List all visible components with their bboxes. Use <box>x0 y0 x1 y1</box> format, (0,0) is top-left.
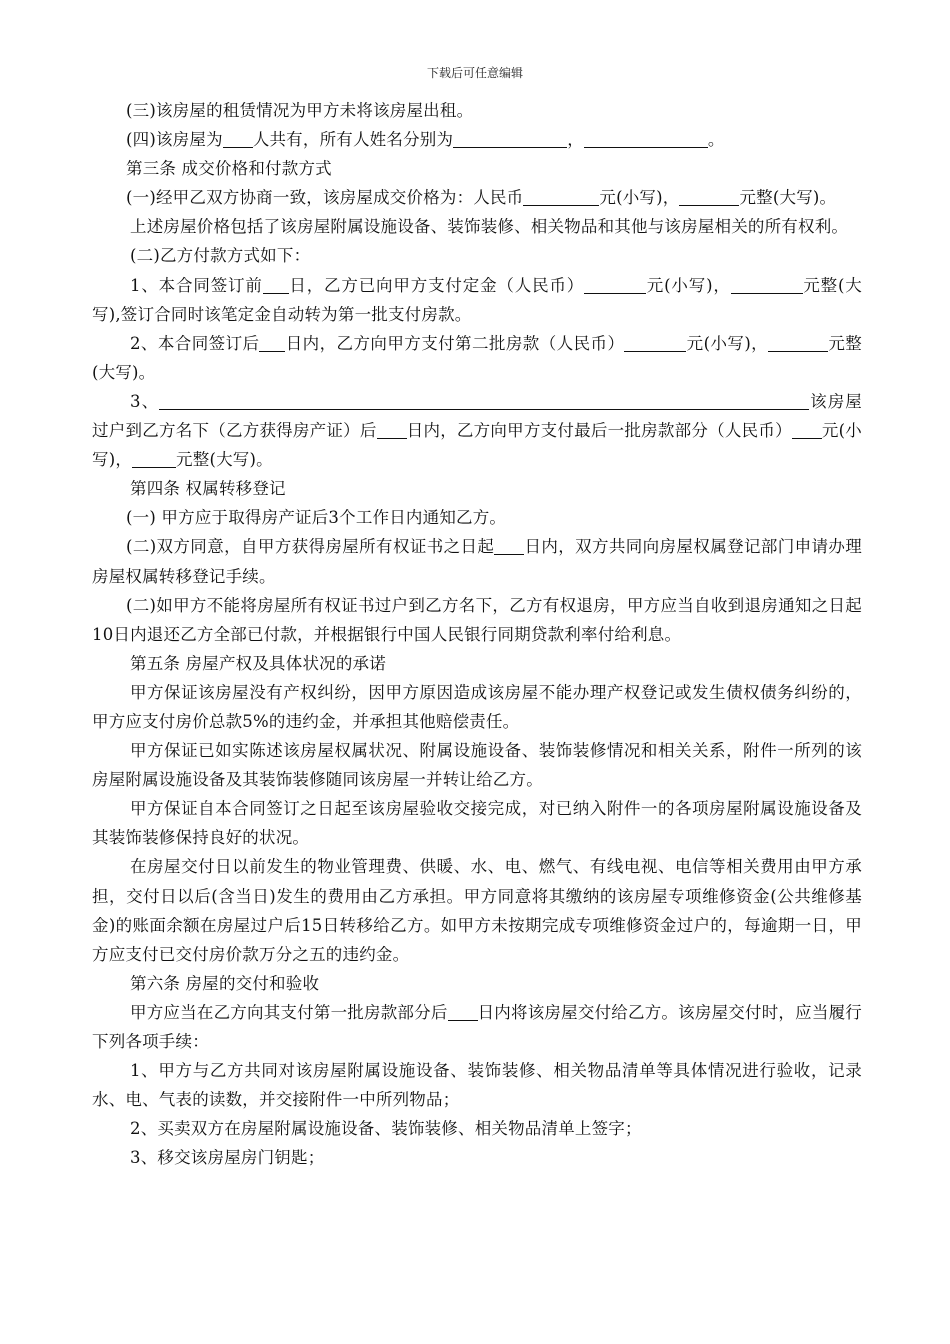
text-segment: 日内，双方共同向房屋权属登记部门申请办理房屋权属转移登记手续。 <box>92 537 862 586</box>
text-segment: 人共有，所有人姓名分别为 <box>252 130 454 150</box>
blank-days-registration <box>494 536 524 555</box>
paragraph-refund: (二)如甲方不能将房屋所有权证书过户到乙方名下，乙方有权退房，甲方应当自收到退房通知之日起10日内退还乙方全部已付款，并根据银行中国人民银行同期贷款利率付给利息。 <box>92 595 862 644</box>
text-segment: 该房屋过户到乙方名下（乙方获得房产证）后 <box>92 391 862 441</box>
blank-second-uppercase <box>768 333 828 352</box>
text-segment: 日，乙方已向甲方支付定金（人民币） <box>288 275 585 295</box>
paragraph-payment-method: (二)乙方付款方式如下： <box>130 246 311 266</box>
blank-days-transfer <box>377 420 407 439</box>
text-segment: 元(小写)， <box>646 275 731 295</box>
page-header: 下载后可任意编辑 <box>426 66 523 80</box>
text-segment: ， <box>567 130 584 150</box>
paragraph-guarantee-3: 甲方保证自本合同签订之日起至该房屋验收交接完成，对已纳入附件一的各项房屋附属设施设备及其装饰装修保持良好的状况。 <box>92 799 862 848</box>
paragraph-procedure-1: 1、甲方与乙方共同对该房屋附属设施设备、装饰装修、相关物品清单等具体情况进行验收，记录水、电、气表的读数，并交接附件一中所列物品； <box>92 1061 862 1110</box>
paragraph-guarantee-2: 甲方保证已如实陈述该房屋权属状况、附属设施设备、装饰装修情况和相关关系，附件一所列的该房屋附属设施设备及其装饰装修随同该房屋一并转让给乙方。 <box>92 741 862 790</box>
text-segment: 元整(大写)。 <box>739 188 837 208</box>
text-segment: 元(小写)， <box>686 333 769 353</box>
text-segment: (四)该房屋为 <box>126 130 223 150</box>
paragraph-registration <box>92 532 862 590</box>
blank-days-after <box>259 333 285 352</box>
paragraph-fees: 在房屋交付日以前发生的物业管理费、供暖、水、电、燃气、有线电视、电信等相关费用由甲方承担，交付日以后(含当日)发生的费用由乙方承担。甲方同意将其缴纳的该房屋专项维修资金(公共维修基金)的账面余额在房屋过户后15日转移给乙方。如甲方未按期完成专项维修资金过户的，每逾期一日，甲方应支付已交付房价款万分之五的违约金。 <box>92 857 862 964</box>
paragraph-procedure-3: 3、移交该房屋房门钥匙； <box>130 1148 325 1168</box>
text-segment: 元(小写)， <box>92 421 862 470</box>
blank-price-uppercase <box>679 187 739 206</box>
blank-final-lowercase <box>792 420 822 439</box>
text-segment: 2、本合同签订后 <box>130 333 260 353</box>
text-segment: 甲方应当在乙方向其支付第一批房款部分后 <box>130 1002 448 1022</box>
paragraph-price <box>92 183 862 212</box>
text-segment: 3、 <box>130 391 160 411</box>
blank-days-delivery <box>448 1002 478 1021</box>
blank-second-lowercase <box>624 333 686 352</box>
article-6-heading: 第六条 房屋的交付和验收 <box>130 973 320 993</box>
paragraph-payment-2 <box>92 329 862 387</box>
blank-owner-name-2 <box>584 129 708 148</box>
paragraph-notify: (一) 甲方应于取得房产证后3个工作日内通知乙方。 <box>126 508 507 528</box>
text-segment: 日内将该房屋交付给乙方。该房屋交付时，应当履行下列各项手续： <box>92 1002 862 1051</box>
article-3-heading: 第三条 成交价格和付款方式 <box>126 159 332 179</box>
text-segment: 元整(大写),签订合同时该笔定金自动转为第一批支付房款。 <box>92 275 862 324</box>
blank-payment-3-condition <box>159 391 809 410</box>
blank-days-before <box>263 275 289 294</box>
blank-deposit-uppercase <box>731 275 803 294</box>
blank-owner-count <box>223 129 253 148</box>
paragraph-payment-3 <box>92 387 862 474</box>
article-4-heading: 第四条 权属转移登记 <box>130 479 286 499</box>
paragraph-rental-status: (三)该房屋的租赁情况为甲方未将该房屋出租。 <box>126 101 474 120</box>
text-segment: 日内，乙方向甲方支付最后一批房款部分（人民币） <box>406 421 792 441</box>
blank-final-uppercase <box>132 449 176 468</box>
text-segment: 元(小写)， <box>599 188 680 208</box>
paragraph-procedure-2: 2、买卖双方在房屋附属设施设备、装饰装修、相关物品清单上签字； <box>130 1119 642 1139</box>
text-segment: (一)经甲乙双方协商一致，该房屋成交价格为：人民币 <box>126 188 524 208</box>
text-segment: 日内，乙方向甲方支付第二批房款（人民币） <box>285 333 625 353</box>
blank-deposit-lowercase <box>584 275 646 294</box>
blank-price-lowercase <box>523 187 599 206</box>
blank-owner-name-1 <box>453 129 567 148</box>
paragraph-guarantee-1: 甲方保证该房屋没有产权纠纷，因甲方原因造成该房屋不能办理产权登记或发生债权债务纠纷的，甲方应支付房价总款5%的违约金，并承担其他赔偿责任。 <box>92 682 862 731</box>
text-segment: 。 <box>707 130 725 150</box>
document-body <box>92 96 862 1172</box>
text-segment: 1、本合同签订前 <box>130 275 263 295</box>
paragraph-payment-1 <box>92 271 862 329</box>
paragraph-price-scope: 上述房屋价格包括了该房屋附属设施设备、装饰装修、相关物品和其他与该房屋相关的所有权利。 <box>130 217 849 237</box>
article-5-heading: 第五条 房屋产权及具体状况的承诺 <box>130 653 386 673</box>
text-segment: 元整(大写)。 <box>176 450 273 470</box>
paragraph-co-owners <box>92 125 862 154</box>
text-segment: 元整(大写)。 <box>92 333 862 382</box>
paragraph-delivery <box>92 998 862 1056</box>
text-segment: (二)双方同意，自甲方获得房屋所有权证书之日起 <box>126 537 495 557</box>
